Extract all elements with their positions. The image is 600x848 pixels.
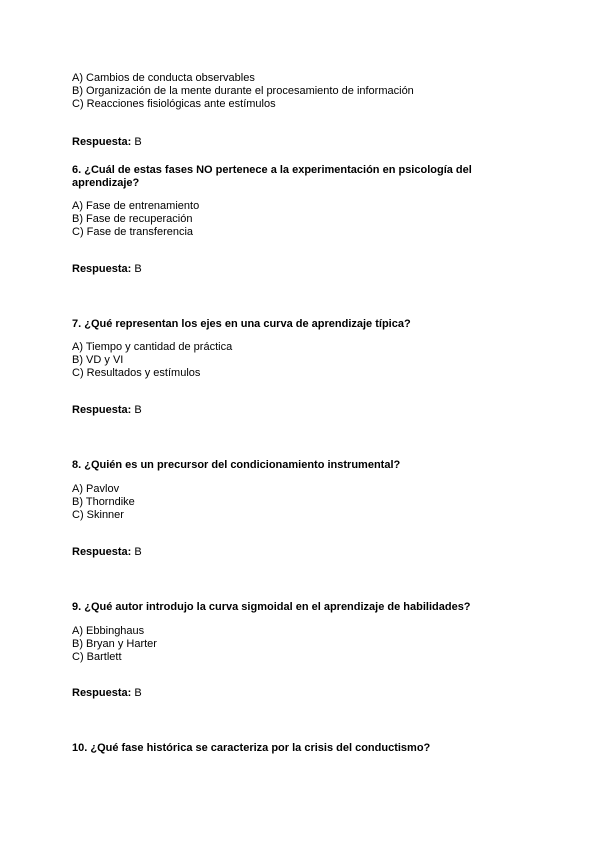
options-list bbox=[72, 625, 482, 664]
question-10: 10. ¿Qué fase histórica se caracteriza por la crisis del conductismo? bbox=[72, 742, 431, 754]
answer-value: B bbox=[134, 263, 142, 275]
answer-label: Respuesta: bbox=[72, 136, 132, 148]
answer-value: B bbox=[134, 404, 142, 416]
option: B) Fase de recuperación bbox=[72, 213, 193, 225]
answer-line bbox=[72, 687, 482, 700]
options-list bbox=[72, 200, 482, 239]
option: C) Reacciones fisiológicas ante estímulos bbox=[72, 98, 276, 110]
option: A) Pavlov bbox=[72, 483, 120, 495]
answer-value: B bbox=[134, 687, 142, 699]
question-8: 8. ¿Quién es un precursor del condicionamiento instrumental? bbox=[72, 459, 401, 471]
question-6: 6. ¿Cuál de estas fases NO pertenece a la experimentación en psicología del aprendizaje? bbox=[72, 164, 472, 189]
answer-label: Respuesta: bbox=[72, 687, 132, 699]
options-list bbox=[72, 72, 482, 111]
option: C) Skinner bbox=[72, 509, 124, 521]
options-list bbox=[72, 341, 482, 380]
answer-value: B bbox=[134, 546, 142, 558]
option: C) Fase de transferencia bbox=[72, 226, 194, 238]
option: C) Resultados y estímulos bbox=[72, 367, 201, 379]
answer-value: B bbox=[134, 136, 142, 148]
option: A) Ebbinghaus bbox=[72, 625, 145, 637]
question-7: 7. ¿Qué representan los ejes en una curva de aprendizaje típica? bbox=[72, 318, 411, 330]
answer-line bbox=[72, 404, 482, 417]
option: B) Organización de la mente durante el procesamiento de información bbox=[72, 85, 414, 97]
answer-label: Respuesta: bbox=[72, 404, 132, 416]
option: C) Bartlett bbox=[72, 651, 122, 663]
answer-label: Respuesta: bbox=[72, 263, 132, 275]
question-9: 9. ¿Qué autor introdujo la curva sigmoidal en el aprendizaje de habilidades? bbox=[72, 601, 471, 613]
answer-line bbox=[72, 136, 482, 149]
answer-line bbox=[72, 546, 482, 559]
answer-label: Respuesta: bbox=[72, 546, 132, 558]
option: A) Tiempo y cantidad de práctica bbox=[72, 341, 233, 353]
options-list bbox=[72, 483, 482, 522]
option: B) Bryan y Harter bbox=[72, 638, 157, 650]
option: B) Thorndike bbox=[72, 496, 135, 508]
option: B) VD y VI bbox=[72, 354, 124, 366]
answer-line bbox=[72, 263, 482, 276]
option: A) Fase de entrenamiento bbox=[72, 200, 200, 212]
option: A) Cambios de conducta observables bbox=[72, 72, 255, 84]
